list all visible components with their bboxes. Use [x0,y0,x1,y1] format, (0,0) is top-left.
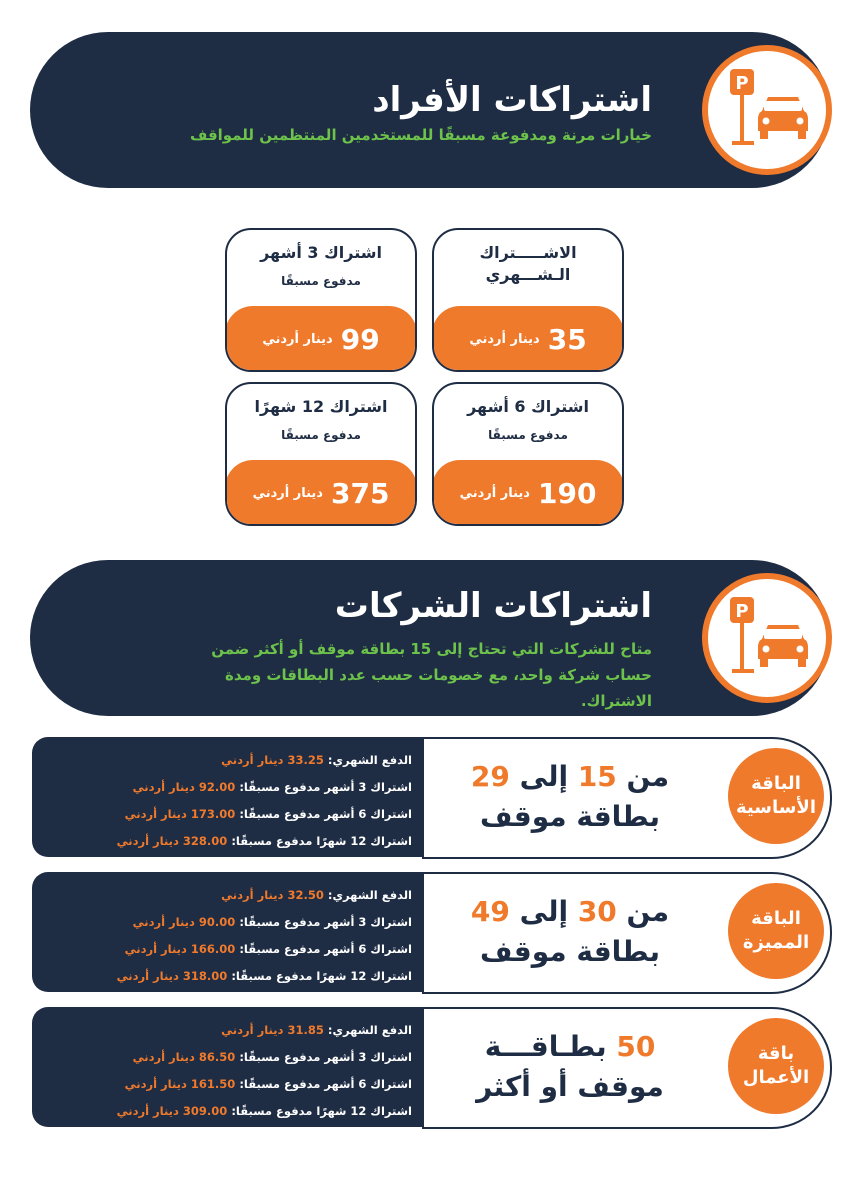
companies-subtitle: متاح للشركات التي تحتاج إلى 15 بطاقة موقف أو أكثر ضمن حساب شركة واحد، مع خصومات حسب عدد البطاقات ومدة الاشتراك. [211,640,652,710]
plan-price-box [432,306,624,372]
package-name-badge: باقة الأعمال [728,1018,824,1114]
price-line: اشتراك 12 شهرًا مدفوع مسبقًا: 309.00 دينار أردني [116,1104,412,1118]
price-line: الدفع الشهري: 31.85 دينار أردني [221,1023,412,1037]
parking-car-icon [702,573,832,703]
plan-currency: دينار أردني [459,485,530,501]
companies-banner [30,560,830,716]
svg-text:P: P [735,73,749,94]
price-line: اشتراك 6 أشهر مدفوع مسبقًا: 173.00 دينار أردني [124,807,412,821]
package-range: من 30 إلى 49 بطاقة موقف [470,895,670,968]
plan-title: اشتراك 12 شهرًا [254,397,388,416]
package-basic[interactable] [32,737,830,857]
plan-subtitle: مدفوع مسبقًا [281,428,361,442]
plan-title: اشتراك 3 أشهر [260,243,382,262]
plan-price: 35 [547,322,587,356]
package-business[interactable] [32,1007,830,1127]
parking-car-icon [702,45,832,175]
plan-currency: دينار أردني [469,331,540,347]
plan-card-6-months[interactable] [432,382,624,526]
package-price-list [42,882,412,990]
plan-price: 375 [330,476,390,510]
package-name-badge: الباقة الأساسية [728,748,824,844]
price-line: اشتراك 3 أشهر مدفوع مسبقًا: 86.50 دينار أردني [132,1050,412,1064]
price-line: اشتراك 3 أشهر مدفوع مسبقًا: 92.00 دينار أردني [132,780,412,794]
svg-text:P: P [735,601,749,622]
plan-price-box [432,460,624,526]
price-line: اشتراك 12 شهرًا مدفوع مسبقًا: 328.00 دينار أردني [116,834,412,848]
package-range: 50 بطـاقـــة موقف أو أكثر [476,1030,664,1103]
plan-subtitle: مدفوع مسبقًا [281,274,361,288]
plan-title: اشتراك 6 أشهر [467,397,589,416]
price-line: اشتراك 6 أشهر مدفوع مسبقًا: 161.50 دينار أردني [124,1077,412,1091]
package-name-badge: الباقة المميزة [728,883,824,979]
plan-price: 190 [537,476,597,510]
price-line: اشتراك 6 أشهر مدفوع مسبقًا: 166.00 دينار أردني [124,942,412,956]
package-price-list [42,1017,412,1125]
package-premium[interactable] [32,872,830,992]
plan-price-box [225,460,417,526]
plan-price: 99 [340,322,380,356]
package-range: من 15 إلى 29 بطاقة موقف [470,760,670,833]
plan-currency: دينار أردني [262,331,333,347]
plan-price-box [225,306,417,372]
package-price-list [42,747,412,855]
plan-currency: دينار أردني [252,485,323,501]
price-line: اشتراك 12 شهرًا مدفوع مسبقًا: 318.00 دينار أردني [116,969,412,983]
price-line: الدفع الشهري: 32.50 دينار أردني [221,888,412,902]
individuals-subtitle: خيارات مرنة ومدفوعة مسبقًا للمستخدمين المنتظمين للمواقف [189,126,652,144]
plan-card-12-months[interactable] [225,382,417,526]
plan-card-monthly[interactable] [432,228,624,372]
plan-card-3-months[interactable] [225,228,417,372]
individuals-banner [30,32,830,188]
price-line: اشتراك 3 أشهر مدفوع مسبقًا: 90.00 دينار أردني [132,915,412,929]
individuals-title: اشتراكات الأفراد [372,80,652,120]
plan-title: الاشـــــتراك الـشـــهري [479,243,577,284]
companies-title: اشتراكات الشركات [334,586,652,626]
plan-subtitle: مدفوع مسبقًا [488,428,568,442]
price-line: الدفع الشهري: 33.25 دينار أردني [221,753,412,767]
